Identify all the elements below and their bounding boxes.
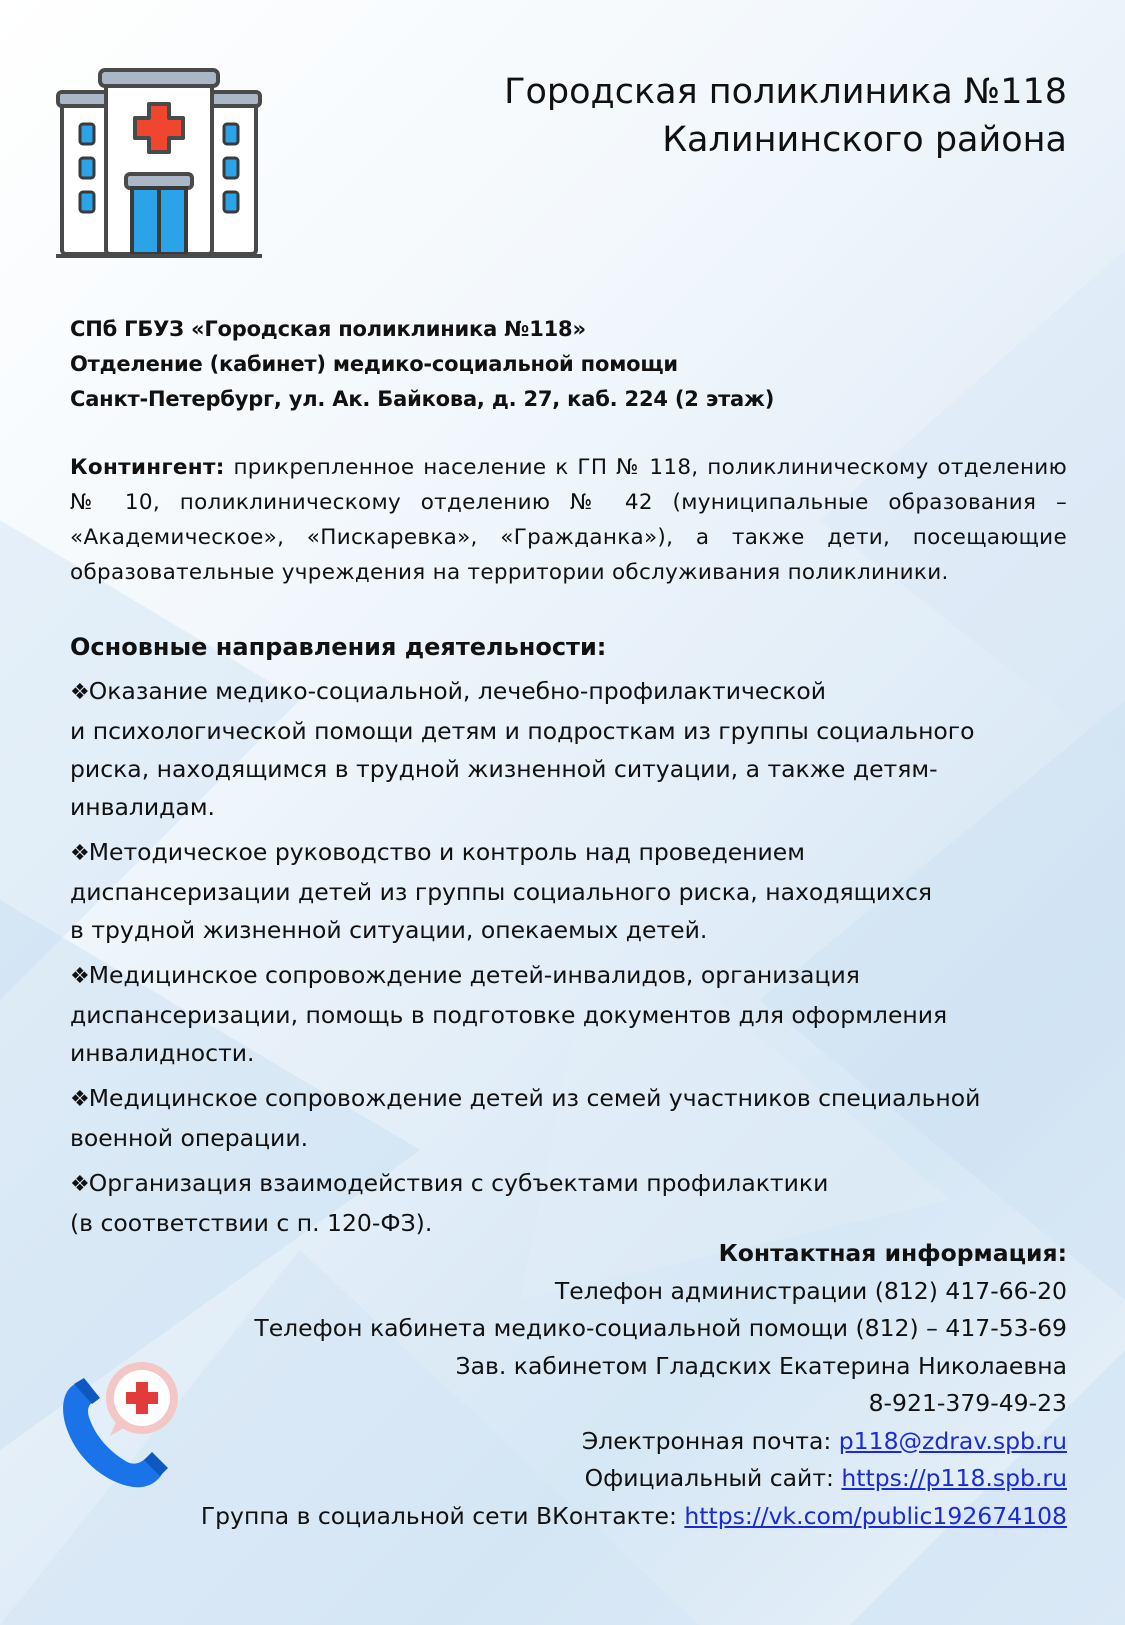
list-item-text: Медицинское сопровождение детей-инвалидов, организация bbox=[88, 961, 860, 989]
list-item-text: диспансеризации детей из группы социального риска, находящихся bbox=[70, 878, 933, 906]
phone-medical-icon bbox=[58, 1360, 188, 1490]
site-row bbox=[201, 1460, 1067, 1498]
title-line-1: Городская поликлиника №118 bbox=[504, 72, 1067, 112]
office-phone: Телефон кабинета медико-социальной помощи (812) – 417-53-69 bbox=[254, 1314, 1067, 1342]
contingent-text: прикрепленное население к ГП № 118, поликлиническому отделению № 10, поликлиническому отделению № 42 (муниципальные образования – «Академическое», «Пискаревка», «Гражданка»), а также дети, посещающие образовательные учреждения на территории обслуживания поликлиники. bbox=[70, 455, 1067, 585]
directions-list bbox=[70, 672, 1060, 1249]
site-label: Официальный сайт: bbox=[584, 1464, 842, 1492]
list-item bbox=[70, 1079, 1060, 1157]
list-item-text: в трудной жизненной ситуации, опекаемых детей. bbox=[70, 916, 708, 944]
diamond-bullet-icon: ❖ bbox=[70, 964, 89, 989]
office-head: Зав. кабинетом Гладских Екатерина Николаевна bbox=[455, 1351, 1067, 1380]
contingent-paragraph bbox=[70, 450, 1067, 590]
list-item bbox=[70, 672, 1060, 826]
admin-phone: Телефон администрации (812) 417-66-20 bbox=[554, 1276, 1067, 1305]
email-label: Электронная почта: bbox=[581, 1426, 839, 1455]
department-name: Отделение (кабинет) медико-социальной помощи bbox=[70, 352, 678, 376]
email-row bbox=[201, 1423, 1067, 1461]
vk-label: Группа в социальной сети ВКонтакте: bbox=[200, 1501, 685, 1530]
diamond-bullet-icon: ❖ bbox=[70, 841, 89, 866]
list-item-text: диспансеризации, помощь в подготовке документов для оформления bbox=[70, 1001, 948, 1029]
title-line-2: Калининского района bbox=[662, 120, 1067, 160]
vk-row bbox=[201, 1498, 1067, 1536]
list-item bbox=[70, 956, 1060, 1072]
site-link[interactable]: https://p118.spb.ru bbox=[841, 1464, 1067, 1492]
contingent-label: Контингент: bbox=[70, 455, 225, 480]
organization-name: СПб ГБУЗ «Городская поликлиника №118» bbox=[70, 317, 586, 341]
diamond-bullet-icon: ❖ bbox=[70, 680, 89, 705]
organization-block bbox=[70, 312, 774, 417]
list-item-text: (в соответствии с п. 120-ФЗ). bbox=[70, 1209, 433, 1237]
hospital-building-icon bbox=[56, 66, 262, 262]
list-item bbox=[70, 1164, 1060, 1242]
head-phone: 8-921-379-49-23 bbox=[868, 1389, 1067, 1417]
diamond-bullet-icon: ❖ bbox=[70, 1172, 89, 1197]
vk-link[interactable]: https://vk.com/public192674108 bbox=[684, 1501, 1067, 1530]
list-item-text: инвалидности. bbox=[70, 1039, 255, 1067]
list-item-text: и психологической помощи детям и подросткам из группы социального bbox=[70, 717, 975, 745]
list-item-text: Организация взаимодействия с субъектами профилактики bbox=[88, 1169, 829, 1197]
address: Санкт-Петербург, ул. Ак. Байкова, д. 27, каб. 224 (2 этаж) bbox=[70, 387, 775, 411]
diamond-bullet-icon: ❖ bbox=[70, 1087, 89, 1112]
list-item-text: военной операции. bbox=[70, 1124, 309, 1152]
contacts-title: Контактная информация: bbox=[718, 1239, 1067, 1267]
directions-title: Основные направления деятельности: bbox=[70, 633, 607, 661]
list-item bbox=[70, 833, 1060, 949]
page-title bbox=[504, 68, 1067, 164]
list-item-text: Медицинское сопровождение детей из семей участников специальной bbox=[88, 1084, 981, 1112]
contacts-block bbox=[201, 1235, 1067, 1535]
email-link[interactable]: p118@zdrav.spb.ru bbox=[838, 1426, 1067, 1455]
list-item-text: риска, находящимся в трудной жизненной ситуации, а также детям- bbox=[70, 755, 938, 783]
list-item-text: Методическое руководство и контроль над проведением bbox=[88, 838, 805, 866]
list-item-text: инвалидам. bbox=[70, 793, 216, 821]
list-item-text: Оказание медико-социальной, лечебно-профилактической bbox=[88, 677, 827, 705]
